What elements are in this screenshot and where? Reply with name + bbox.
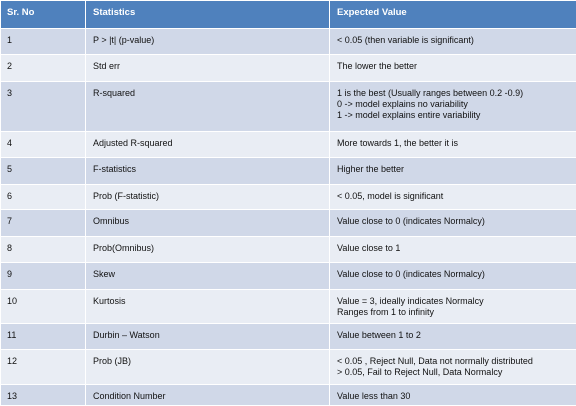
expected-line: Value between 1 to 2 — [337, 329, 421, 340]
table-row — [1, 385, 576, 406]
row-expected-value — [330, 132, 576, 158]
row-number: 9 — [1, 262, 86, 289]
row-expected-value — [330, 237, 576, 263]
expected-line: 1 is the best (Usually ranges between 0.2 -0.9) — [337, 87, 524, 98]
row-number: 11 — [1, 323, 86, 350]
row-statistic: F-statistics — [86, 157, 330, 184]
row-number: 4 — [1, 132, 86, 158]
row-statistic: Condition Number — [86, 385, 330, 406]
row-number: 1 — [1, 29, 86, 55]
table-row — [1, 81, 576, 131]
row-number: 8 — [1, 237, 86, 263]
expected-line: More towards 1, the better it is — [337, 138, 459, 148]
expected-line: < 0.05, model is significant — [337, 190, 444, 201]
row-expected-value — [330, 54, 576, 81]
row-expected-value — [330, 157, 576, 184]
row-statistic: Adjusted R-squared — [86, 132, 330, 158]
expected-line: > 0.05, Fail to Reject Null, Data Normalcy — [337, 367, 503, 378]
header-row — [1, 1, 576, 29]
expected-line: Value close to 1 — [337, 243, 401, 254]
expected-line: Higher the better — [337, 163, 405, 174]
row-expected-value — [330, 385, 576, 406]
header-sr-no: Sr. No — [1, 1, 86, 29]
row-number: 6 — [1, 184, 86, 210]
row-expected-value — [330, 323, 576, 350]
row-number: 10 — [1, 289, 86, 323]
expected-line: < 0.05 , Reject Null, Data not normally distributed — [337, 356, 533, 367]
expected-line: Value = 3, ideally indicates Normalcy — [337, 295, 484, 306]
row-expected-value — [330, 262, 576, 289]
table-row — [1, 210, 576, 237]
table-row — [1, 237, 576, 263]
row-number: 13 — [1, 385, 86, 406]
expected-line: Value close to 0 (indicates Normalcy) — [337, 268, 485, 279]
table-row — [1, 323, 576, 350]
expected-line: Ranges from 1 to infinity — [337, 306, 435, 317]
table-row — [1, 54, 576, 81]
expected-line: 1 -> model explains entire variability — [337, 109, 481, 120]
row-expected-value — [330, 210, 576, 237]
row-statistic: Durbin – Watson — [86, 323, 330, 350]
table-header — [1, 1, 576, 29]
row-statistic: Kurtosis — [86, 289, 330, 323]
row-expected-value — [330, 29, 576, 55]
table-row — [1, 350, 576, 385]
row-expected-value — [330, 81, 576, 131]
row-statistic: Omnibus — [86, 210, 330, 237]
row-number: 7 — [1, 210, 86, 237]
table-body — [1, 29, 576, 406]
table-row — [1, 132, 576, 158]
table-row — [1, 289, 576, 323]
expected-line: The lower the better — [337, 60, 418, 71]
row-expected-value — [330, 289, 576, 323]
row-expected-value — [330, 350, 576, 385]
header-statistics: Statistics — [86, 1, 330, 29]
expected-line: Value close to 0 (indicates Normalcy) — [337, 216, 485, 227]
row-number: 12 — [1, 350, 86, 385]
table-row — [1, 157, 576, 184]
expected-line: < 0.05 (then variable is significant) — [337, 35, 474, 45]
row-statistic: Prob (F-statistic) — [86, 184, 330, 210]
row-statistic: Prob(Omnibus) — [86, 237, 330, 263]
row-statistic: P > |t| (p-value) — [86, 29, 330, 55]
row-statistic: Skew — [86, 262, 330, 289]
row-number: 2 — [1, 54, 86, 81]
row-number: 5 — [1, 157, 86, 184]
table-row — [1, 184, 576, 210]
header-expected-value: Expected Value — [330, 1, 576, 29]
row-expected-value — [330, 184, 576, 210]
expected-line: Value less than 30 — [337, 391, 411, 402]
row-number: 3 — [1, 81, 86, 131]
row-statistic: Prob (JB) — [86, 350, 330, 385]
row-statistic: Std err — [86, 54, 330, 81]
expected-line: 0 -> model explains no variability — [337, 98, 468, 109]
table-row — [1, 29, 576, 55]
table-row — [1, 262, 576, 289]
row-statistic: R-squared — [86, 81, 330, 131]
